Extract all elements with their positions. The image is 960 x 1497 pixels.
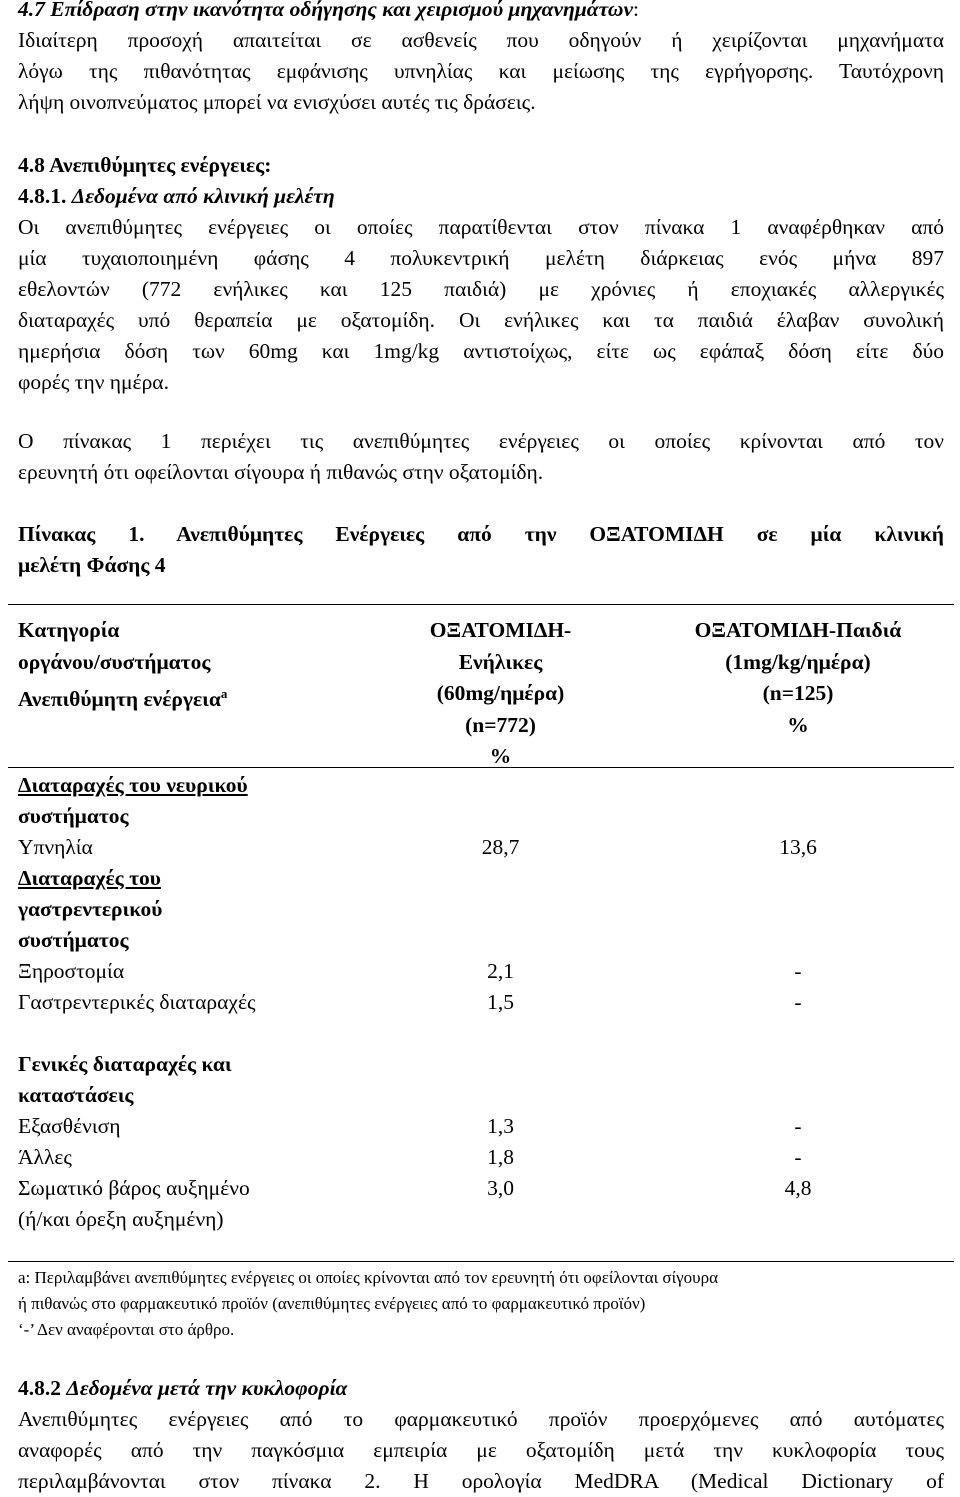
footnote-line: ‘-’ Δεν αναφέρονται στο άρθρο. [18, 1320, 235, 1339]
subsection-heading: 4.8.1. Δεδομένα από κλινική μελέτη [18, 184, 335, 208]
section-4-8-2 [18, 1373, 944, 1497]
header-category: Κατηγορία οργάνου/συστήματος Ανεπιθύμητη ενέργεια$^a$ [18, 618, 228, 712]
footnote-line: ή πιθανώς στο φαρμακευτικό προϊόν (ανεπιθύμητες ενέργειες από το φαρμακευτικό προϊόν) [18, 1294, 646, 1313]
section-heading: 4.7 Επίδραση στην ικανότητα οδήγησης και χειρισμού μηχανημάτων: [18, 0, 639, 21]
paragraph-line: λόγω της πιθανότητας εμφάνισης υπνηλίας και μείωσης της εγρήγορσης. Ταυτόχρονη [18, 59, 944, 83]
header-children: ΟΞΑΤΟΜΙΔΗ-Παιδιά (1mg/kg/ημέρα) (n=125) % [694, 618, 902, 737]
footnote-line: a: Περιλαμβάνει ανεπιθύμητες ενέργειες οι οποίες κρίνονται από τον ερευνητή ότι οφείλονται σίγουρα [18, 1268, 718, 1287]
paragraph-line: Οι ανεπιθύμητες ενέργειες οι οποίες παρατίθενται στον πίνακα 1 αναφέρθηκαν από [18, 215, 944, 239]
paragraph-line: ημερήσια δόση των 60mg και 1mg/kg αντιστοίχως, είτε ως εφάπαξ δόση είτε δύο [18, 339, 944, 363]
header-divider [8, 767, 954, 768]
header-adults: ΟΞΑΤΟΜΙΔΗ- Ενήλικες (60mg/ημέρα) (n=772) % [429, 618, 572, 768]
paragraph-line: διαταραχές υπό θεραπεία με οξατομίδη. Οι ενήλικες και τα παιδιά έλαβαν συνολική [18, 308, 944, 332]
section-heading: 4.8 Ανεπιθύμητες ενέργειες: [18, 153, 272, 177]
caption-line: μελέτη Φάσης 4 [18, 553, 166, 577]
section-4-7 [18, 0, 944, 118]
paragraph-line: εθελοντών (772 ενήλικες και 125 παιδιά) με χρόνιες ή εποχιακές αλλεργικές [18, 277, 944, 301]
paragraph [18, 426, 944, 488]
caption-line: Πίνακας 1. Ανεπιθύμητες Ενέργειες από την ΟΞΑΤΟΜΙΔΗ σε μία κλινική [18, 522, 944, 546]
table-caption [18, 519, 944, 581]
adverse-events-table: Κατηγορία οργάνου/συστήματος Ανεπιθύμητη ενέργεια$^a$ ΟΞΑΤΟΜΙΔΗ- Ενήλικες (60mg/ημέρα) (n=772) % ΟΞΑΤΟΜΙΔΗ-Παιδιά (1mg/kg/ημέρα) (n=125) % Διαταραχές του νευρικού συστήματος Υπνηλία 28,7 13,6 Διαταραχές του γαστρεντερικού συστήματος Ξηροστομία 2,1 - Γαστρεντερικές διαταραχές 1,5 - Γενικές διαταραχές και καταστάσεις Εξασθένιση 1,3 - Άλλες 1,8 - Σωματικό βάρος αυξημένο 3,0 4,8 (ή/και όρεξη αυξημένη) [8, 604, 954, 1262]
paragraph-line: Ιδιαίτερη προσοχή απαιτείται σε ασθενείς που οδηγούν ή χειρίζονται μηχανήματα [18, 28, 944, 52]
paragraph-line: περιλαμβάνονται στον πίνακα 2. Η ορολογία MedDRA (Medical Dictionary of [18, 1469, 944, 1493]
paragraph-line: μία τυχαιοποιημένη φάσης 4 πολυκεντρική μελέτη διάρκειας ενός μήνα 897 [18, 246, 944, 270]
paragraph-line: φορές την ημέρα. [18, 370, 169, 394]
table-footnotes [18, 1265, 944, 1343]
subsection-heading: 4.8.2 Δεδομένα μετά την κυκλοφορία [18, 1376, 348, 1400]
paragraph-line: Ανεπιθύμητες ενέργειες από το φαρμακευτικό προϊόν προερχόμενες από αυτόματες [18, 1407, 944, 1431]
paragraph-line: Ο πίνακας 1 περιέχει τις ανεπιθύμητες ενέργειες οι οποίες κρίνονται από τον [18, 429, 944, 453]
section-4-8 [18, 150, 944, 398]
paragraph-line: ερευνητή ότι οφείλονται σίγουρα ή πιθανώς στην οξατομίδη. [18, 460, 544, 484]
paragraph-line: λήψη οινοπνεύματος μπορεί να ενισχύσει αυτές τις δράσεις. [18, 90, 536, 114]
paragraph-line: αναφορές από την παγκόσμια εμπειρία με οξατομίδη μετά την κυκλοφορία τους [18, 1438, 944, 1462]
